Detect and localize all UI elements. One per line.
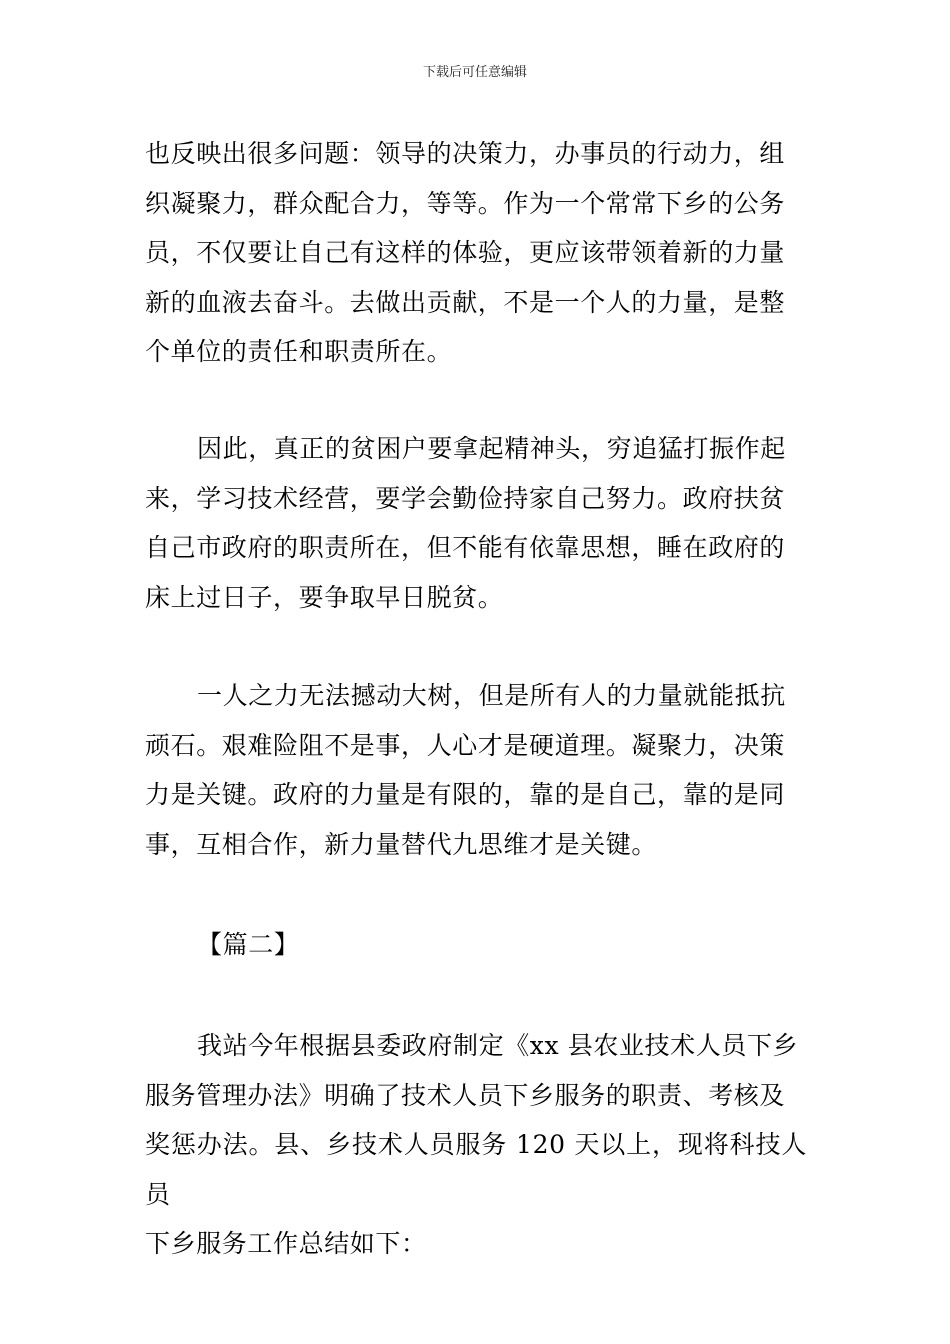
text-line: 因此，真正的贫困户要拿起精神头，穷追猛打振作起 bbox=[197, 434, 786, 463]
text-line: 我站今年根据县委政府制定《xx 县农业技术人员下乡 bbox=[197, 1031, 799, 1060]
page-header: 下载后可任意编辑 bbox=[422, 65, 527, 80]
text-line: 一人之力无法撼动大树，但是所有人的力量就能抵抗 bbox=[197, 681, 786, 710]
text-line: 奖惩办法。县、乡技术人员服务 120 天以上，现将科技人员 bbox=[145, 1130, 807, 1209]
paragraph-5 bbox=[145, 1021, 807, 1269]
text-line: 床上过日子，要争取早日脱贫。 bbox=[145, 582, 504, 612]
text-line: 织凝聚力，群众配合力，等等。作为一个常常下乡的公务 bbox=[145, 188, 786, 218]
text-line: 顽石。艰难险阻不是事，人心才是硬道理。凝聚力，决策 bbox=[145, 730, 786, 760]
text-line: 服务管理办法》明确了技术人员下乡服务的职责、考核及 bbox=[145, 1080, 786, 1110]
paragraph-3 bbox=[145, 671, 807, 869]
section-heading-text: 【篇二】 bbox=[197, 930, 300, 959]
text-line: 个单位的责任和职责所在。 bbox=[145, 337, 453, 366]
paragraph-1 bbox=[145, 129, 807, 377]
text-line: 新的血液去奋斗。去做出贡献，不是一个人的力量，是整 bbox=[145, 287, 786, 317]
section-heading bbox=[145, 920, 807, 970]
text-line: 也反映出很多问题：领导的决策力，办事员的行动力，组 bbox=[145, 139, 786, 168]
paragraph-2 bbox=[145, 424, 807, 622]
text-line: 自己市政府的职责所在，但不能有依靠思想，睡在政府的 bbox=[145, 533, 786, 562]
text-line: 力是关键。政府的力量是有限的，靠的是自己，靠的是同 bbox=[145, 780, 786, 809]
text-line: 下乡服务工作总结如下： bbox=[145, 1229, 427, 1258]
text-line: 来，学习技术经营，要学会勤俭持家自己努力。政府扶贫 bbox=[145, 483, 786, 513]
text-line: 事，互相合作，新力量替代九思维才是关键。 bbox=[145, 829, 658, 859]
text-line: 员，不仅要让自己有这样的体验，更应该带领着新的力量 bbox=[145, 238, 786, 267]
